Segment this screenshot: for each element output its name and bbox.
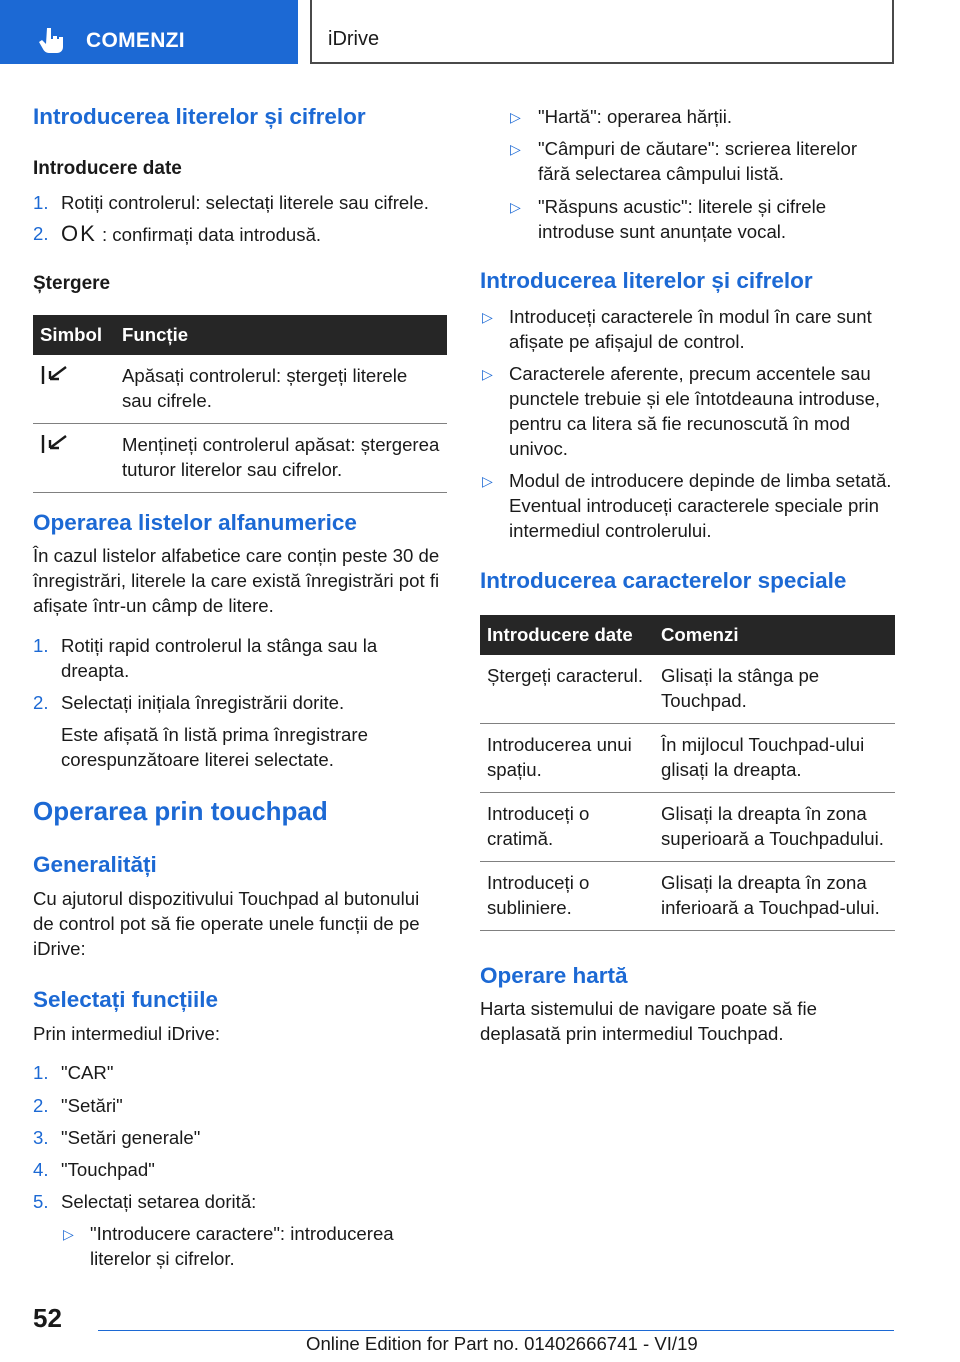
step-text: "Touchpad" [61, 1159, 155, 1180]
col-header: Simbol [33, 315, 115, 355]
triangle-bullet-icon: ▷ [510, 109, 521, 125]
triangle-bullet-icon: ▷ [482, 366, 493, 382]
step-number: 1. [33, 635, 49, 656]
table-cell: Introduceți o subliniere. [480, 862, 654, 931]
table-cell: Introducerea unui spațiu. [480, 724, 654, 793]
triangle-bullet-icon: ▷ [63, 1226, 74, 1242]
heading-input: Introducerea literelor și cifrelor [33, 104, 366, 129]
subheading-delete: Ștergere [33, 273, 111, 294]
table-cell: Apăsați controlerul: ștergeți literele sau cifrele. [115, 355, 447, 424]
step-text [61, 221, 451, 247]
step-number: 4. [33, 1159, 49, 1180]
step-number: 2. [33, 1095, 49, 1116]
table-row [480, 724, 895, 793]
ok-icon: OK [61, 221, 97, 246]
step-text: Selectați inițiala înregistrării dorite. [61, 692, 345, 713]
table-cell: În mijlocul Touchpad-ului glisați la dreapta. [654, 724, 895, 793]
delete-back-icon [33, 424, 115, 493]
triangle-bullet-icon: ▷ [510, 199, 521, 215]
heading-general: Generalități [33, 852, 157, 877]
triangle-bullet-icon: ▷ [482, 309, 493, 325]
heading-map: Operare hartă [480, 963, 628, 988]
step-number: 3. [33, 1127, 49, 1148]
step-text: "Setări" [61, 1095, 123, 1116]
table-cell: Introduceți o cratimă. [480, 793, 654, 862]
delete-back-icon [33, 355, 115, 424]
col-header: Funcție [115, 315, 447, 355]
heading-special: Introducerea caracterelor speciale [480, 568, 847, 593]
table-cell: Glisați la dreapta în zona inferioară a Touchpad-ului. [654, 862, 895, 931]
table-cell: Glisați la stânga pe Touchpad. [654, 655, 895, 724]
bullet-text: "Hartă": operarea hărții. [538, 106, 733, 127]
heading-lists: Operarea listelor alfanumerice [33, 510, 357, 535]
map-paragraph: Harta sistemului de navigare poate să fie deplasată prin intermediul Touchpad. [480, 998, 817, 1044]
table-row [480, 862, 895, 931]
table-cell: Glisați la dreapta în zona superioară a Touchpadului. [654, 793, 895, 862]
step-text: Rotiți controlerul: selectați literele sau cifrele. [61, 192, 429, 213]
page-number: 52 [33, 1303, 62, 1333]
triangle-bullet-icon: ▷ [482, 473, 493, 489]
tab-label: COMENZI [86, 29, 185, 52]
step-text: "Setări generale" [61, 1127, 201, 1148]
heading-select: Selectați funcțiile [33, 987, 219, 1012]
footer-rule [98, 1330, 894, 1331]
ok-step-text: : confirmați data introdusă. [101, 224, 322, 245]
table-cell: Mențineți controlerul apăsat: ștergerea tuturor literelor sau cifrelor. [115, 424, 447, 493]
bullet-text: "Câmpuri de căutare": scrierea literelor fără selectarea câmpului listă. [538, 138, 858, 184]
col-header: Comenzi [654, 615, 895, 655]
bullet-text: Modul de introducere depinde de limba setată. Eventual introduceți caracterele speciale prin intermediul controlerului. [509, 470, 892, 541]
bullet-text: Introduceți caracterele în modul în care sunt afișate pe afișajul de control. [509, 306, 872, 352]
general-paragraph: Cu ajutorul dispozitivului Touchpad al butonului de control pot să fie operate unele funcții de pe iDrive: [33, 888, 420, 959]
triangle-bullet-icon: ▷ [510, 141, 521, 157]
col-header: Introducere date [480, 615, 654, 655]
step-number: 1. [33, 192, 49, 213]
heading-input-2: Introducerea literelor și cifrelor [480, 268, 813, 293]
table-row [33, 424, 447, 493]
table-row [480, 793, 895, 862]
delete-table [33, 315, 447, 493]
bullet-text: Caracterele aferente, precum accentele sau punctele trebuie și ele întotdeauna introduse, pentru ca litera să fie recunoscută în mod univoc. [509, 363, 881, 459]
step-extra: Este afișată în listă prima înregistrare corespunzătoare literei selectate. [61, 724, 368, 770]
bullet-text: "Răspuns acustic": literele și cifrele introduse sunt anunțate vocal. [538, 196, 827, 242]
table-row [480, 655, 895, 724]
table-row [33, 355, 447, 424]
section-tab[interactable] [0, 0, 298, 64]
step-number: 1. [33, 1062, 49, 1083]
lists-paragraph: În cazul listelor alfabetice care conțin peste 30 de înregistrări, literele la care există înregistrări pot fi afișate într-un câmp de litere. [33, 545, 440, 616]
subheading-input: Introducere date [33, 158, 182, 179]
step-number: 5. [33, 1191, 49, 1212]
heading-touchpad: Operarea prin touchpad [33, 796, 328, 826]
special-table [480, 615, 895, 931]
step-text: Rotiți rapid controlerul la stânga sau la dreapta. [61, 635, 378, 681]
bullet-text: "Introducere caractere": introducerea literelor și cifrelor. [90, 1223, 394, 1269]
step-number: 2. [33, 692, 49, 713]
step-number: 2. [33, 223, 49, 244]
step-text: "CAR" [61, 1062, 114, 1083]
section-label: iDrive [328, 28, 380, 50]
section-header [310, 0, 894, 64]
pointing-hand-icon [38, 26, 66, 54]
edition-text: Online Edition for Part no. 01402666741 - VI/19 [306, 1333, 698, 1354]
step-text: Selectați setarea dorită: [61, 1191, 257, 1212]
select-paragraph: Prin intermediul iDrive: [33, 1023, 221, 1044]
table-cell: Ștergeți caracterul. [480, 655, 654, 724]
